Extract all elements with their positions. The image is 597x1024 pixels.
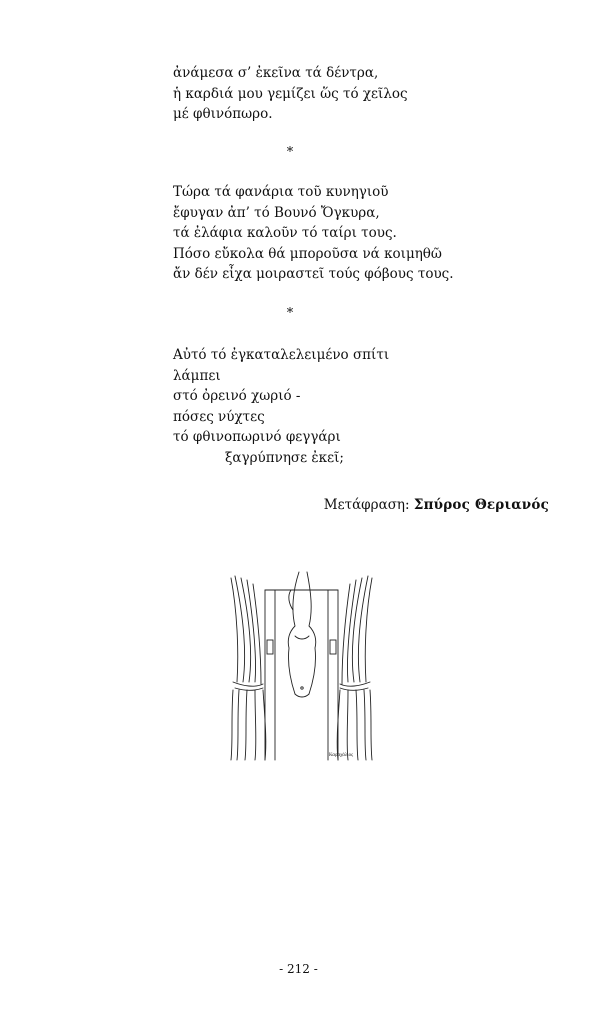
poem-line: πόσες νύχτες [173, 408, 265, 425]
translator-name: Σπύρος Θεριανός [413, 497, 549, 513]
poem-line: ἄν δέν εἶχα μοιραστεῖ τούς φόβους τους. [173, 266, 454, 282]
stanza-1 [173, 63, 408, 125]
translator-credit [324, 497, 549, 513]
poem-line: στό ὀρεινό χωριό - [173, 388, 301, 404]
poem-line: ξαγρύπνησε ἐκεῖ; [225, 449, 344, 466]
curtains-drawing [229, 570, 374, 765]
artist-signature: Καραχάλιος [329, 753, 354, 758]
window-curtains-illustration [229, 570, 374, 765]
stanza-2 [173, 182, 454, 285]
poem-line: Αὐτό τό ἐγκαταλελειμένο σπίτι [173, 347, 390, 363]
poem-line: τά ἐλάφια καλοῦν τό ταίρι τους. [173, 225, 397, 241]
poem-line: μέ φθινόπωρο. [173, 106, 273, 122]
poem-line: ἀνάμεσα σ’ ἐκεῖνα τά δέντρα, [173, 65, 379, 81]
page-number: - 212 - [279, 962, 318, 976]
section-separator: * [286, 145, 294, 160]
poem-line: ἔφυγαν ἀπ’ τό Βουνό Ὄγκυρα, [173, 204, 380, 221]
section-separator: * [286, 306, 294, 321]
poem-line: λάμπει [173, 367, 221, 384]
poem-line: τό φθινοπωρινό φεγγάρι [173, 429, 341, 445]
credit-label: Μετάφραση: [323, 497, 410, 513]
poem-line: Τώρα τά φανάρια τοῦ κυνηγιοῦ [173, 184, 389, 200]
poem-line: ἡ καρδιά μου γεμίζει ὥς τό χεῖλος [173, 85, 408, 102]
poem-line: Πόσο εὔκολα θά μποροῦσα νά κοιμηθῶ [173, 245, 442, 262]
stanza-3 [173, 345, 389, 468]
